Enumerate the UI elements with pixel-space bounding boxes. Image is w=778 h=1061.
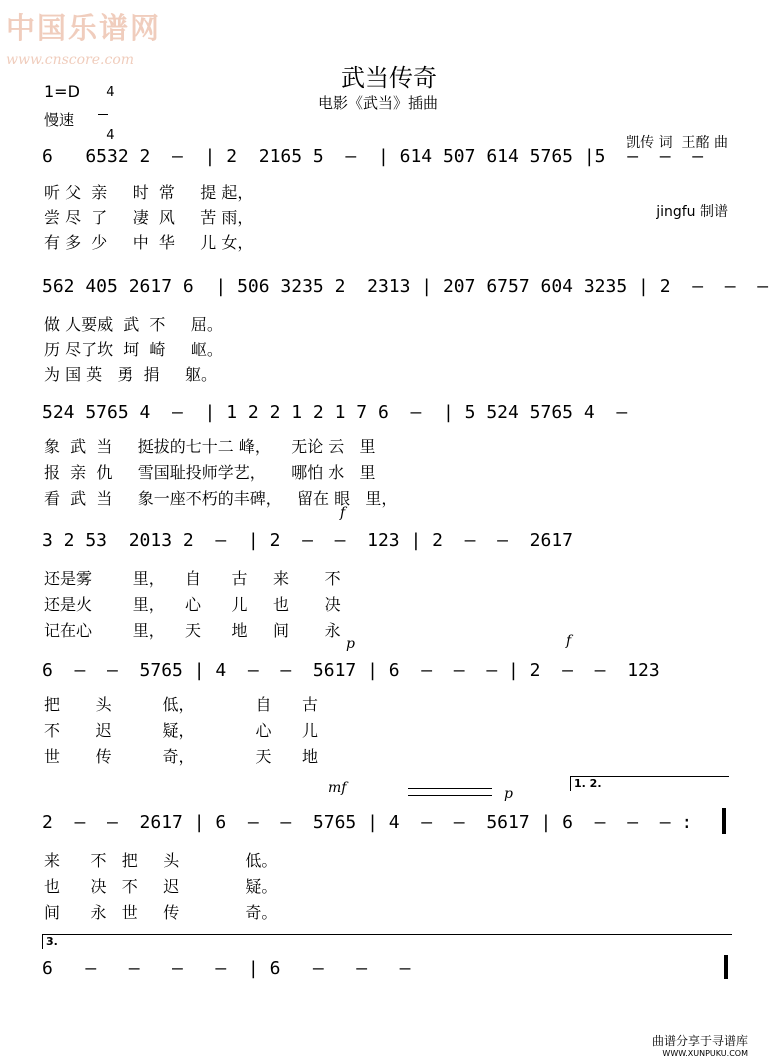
lyric-line: 记在心 里， 天 地 间 永 <box>44 621 341 640</box>
time-signature <box>98 72 115 143</box>
notation-line: 3 2 53 2013 2 – | 2 – – 123 | 2 – – 2617 <box>42 530 574 551</box>
lyric-line: 为 国 英 勇 捐 躯。 <box>44 365 218 384</box>
notation-line: 524 5765 4 – | 1 2 2 1 2 1 7 6 – | 5 524 5765 4 – <box>42 402 628 423</box>
dynamic-mark: p <box>504 786 513 802</box>
lyric-line: 有 多 少 中 华 儿 女， <box>44 233 254 252</box>
footer-credit: 曲谱分享于寻谱库 <box>651 1034 748 1048</box>
lyric-line: 间 永 世 传 奇。 <box>44 903 278 922</box>
notation-line: 6 – – 5765 | 4 – – 5617 | 6 – – – | 2 – – 123 <box>42 660 660 681</box>
volta-bracket <box>42 934 732 949</box>
credit-composer: 凯传 词 王酩 曲 <box>626 135 728 151</box>
time-denominator: 4 <box>106 128 115 143</box>
lyric-line: 不 迟 疑， 心 儿 <box>44 721 319 740</box>
subtitle: 电影《武当》插曲 <box>318 94 439 112</box>
notation-line: 2 – – 2617 | 6 – – 5765 | 4 – – 5617 | 6 – – – : <box>42 812 693 833</box>
lyric-line: 把 头 低， 自 古 <box>44 695 319 714</box>
song-title: 武当传奇 <box>341 64 437 92</box>
lyric-line: 历 尽了坎 坷 崎 岖。 <box>44 340 223 359</box>
tempo-marking: 慢速 <box>44 111 75 129</box>
repeat-barline <box>722 808 726 834</box>
final-barline <box>724 955 728 979</box>
footer-url: WWW.XUNPUKU.COM <box>662 1049 748 1058</box>
credit-arranger: jingfu 制谱 <box>656 204 728 220</box>
lyric-line: 做 人要威 武 不 屈。 <box>44 315 223 334</box>
lyric-line: 看 武 当 象一座不朽的丰碑， 留在 眼 里， <box>44 489 398 508</box>
lyric-line: 还是火 里， 心 儿 也 决 <box>44 595 341 614</box>
dynamic-mark: mf <box>328 780 347 796</box>
lyric-line: 也 决 不 迟 疑。 <box>44 877 278 896</box>
key-signature: 1=D <box>44 82 80 101</box>
lyric-line: 象 武 当 挺拔的七十二 峰， 无论 云 里 <box>44 437 376 456</box>
lyric-line: 世 传 奇， 天 地 <box>44 747 319 766</box>
site-url: www.cnscore.com <box>6 52 135 68</box>
lyric-line: 报 亲 仇 雪国耻投师学艺， 哪怕 水 里 <box>44 463 376 482</box>
lyric-line: 还是雾 里， 自 古 来 不 <box>44 569 341 588</box>
notation-line: 562 405 2617 6 | 506 3235 2 2313 | 207 6757 604 3235 | 2 – – – <box>42 276 769 297</box>
diminuendo-hairpin <box>408 788 492 796</box>
notation-line: 6 – – – – | 6 – – – <box>42 958 411 979</box>
dynamic-mark: f <box>340 505 346 521</box>
volta-label: 1. 2. <box>574 777 602 790</box>
dynamic-mark: f <box>566 633 572 649</box>
volta-label: 3. <box>46 935 58 948</box>
time-numerator: 4 <box>106 85 115 100</box>
lyric-line: 来 不 把 头 低。 <box>44 851 278 870</box>
dynamic-mark: p <box>346 636 355 652</box>
lyric-line: 听 父 亲 时 常 提 起， <box>44 183 254 202</box>
volta-bracket <box>570 776 729 791</box>
lyric-line: 尝 尽 了 凄 风 苦 雨， <box>44 208 254 227</box>
notation-line: 6 6532 2 – | 2 2165 5 – | 614 507 614 5765 |5 – – – <box>42 146 704 167</box>
time-divider <box>98 114 108 115</box>
site-logo: 中国乐谱网 <box>6 11 162 45</box>
